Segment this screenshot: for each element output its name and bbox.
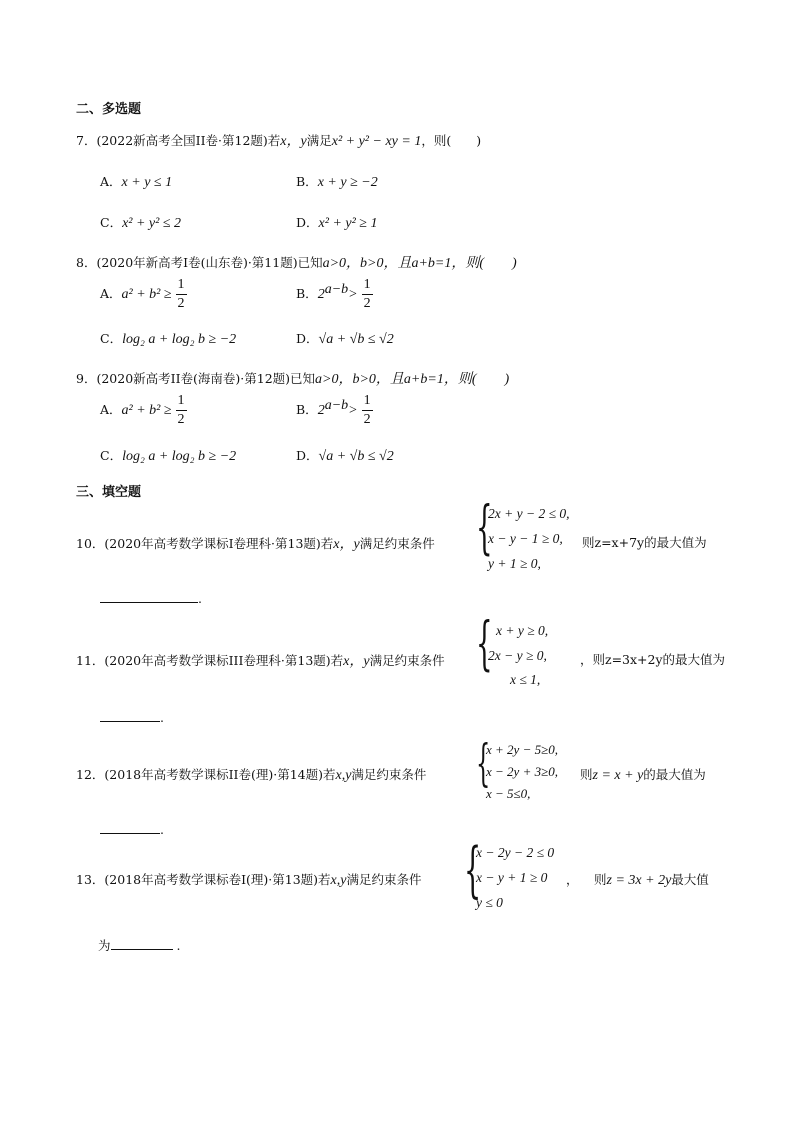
q7-option-b[interactable]: B．x + y ≥ −2: [296, 174, 378, 190]
q7-equation: x² + y² − xy = 1: [331, 134, 422, 149]
q13-constraint-3: y ≤ 0: [476, 895, 503, 910]
q10-constraint-3: y + 1 ≥ 0,: [488, 556, 541, 571]
q9-fraction: $\frac{1}{2}$: [177, 393, 185, 427]
q8-option-d[interactable]: D．√a + √b ≤ √2: [296, 331, 394, 347]
q8-option-a[interactable]: A．a² + b² ≥ $\frac{1}{2}$: [100, 277, 185, 311]
q12-answer-blank[interactable]: .: [100, 822, 164, 837]
section-heading-multi-choice: 二、多选题: [76, 102, 142, 117]
section-heading-fill-blank: 三、填空题: [76, 485, 142, 500]
q8-fraction-b: $\frac{1}{2}$: [363, 277, 371, 311]
q9-option-d[interactable]: D．√a + √b ≤ √2: [296, 448, 394, 464]
question-11-stem: 11．(2020年高考数学课标III卷理科·第13题)若x，y满足约束条件: [76, 653, 445, 669]
q8-fraction: $\frac{1}{2}$: [177, 277, 185, 311]
question-8-stem: 8．(2020年新高考I卷(山东卷)·第11题)已知a>0，b>0，且a+b=1，则( ): [76, 255, 517, 271]
q12-constraint-3: x − 5≤0,: [486, 786, 531, 801]
question-9-stem: 9．(2020新高考II卷(海南卷)·第12题)已知a>0，b>0，且a+b=1，则( ): [76, 371, 510, 387]
question-12-stem: 12．(2018年高考数学课标II卷(理)·第14题)若x,y满足约束条件: [76, 767, 427, 783]
q9-option-b[interactable]: B．$2^{a-b}>$ $\frac{1}{2}$: [296, 393, 371, 427]
q9-option-a[interactable]: A．a² + b² ≥ $\frac{1}{2}$: [100, 393, 185, 427]
q7-option-c[interactable]: C．x² + y² ≤ 2: [100, 215, 182, 231]
q8-option-c[interactable]: C．log₂ a + log₂ b ≥ −2: [100, 331, 237, 347]
q8-option-b[interactable]: B．$2^{a-b}>$ $\frac{1}{2}$: [296, 277, 371, 311]
q10-brace: {: [476, 493, 493, 561]
q11-constraint-1: x + y ≥ 0,: [496, 623, 549, 638]
q7-option-a[interactable]: A．x + y ≤ 1: [100, 174, 173, 190]
q13-brace: {: [464, 835, 482, 905]
q7-option-d[interactable]: D．x² + y² ≥ 1: [296, 215, 378, 231]
q10-answer-blank[interactable]: .: [100, 591, 202, 606]
q11-constraint-2: 2x − y ≥ 0,: [488, 648, 547, 663]
q13-tail: 则z = 3x + 2y最大值: [594, 872, 709, 888]
q10-constraint-1: 2x + y − 2 ≤ 0,: [488, 506, 570, 521]
q11-brace: {: [476, 609, 493, 677]
q11-answer-blank[interactable]: .: [100, 710, 164, 725]
question-7-stem: 7．(2022新高考全国II卷·第12题)若x，y满足x² + y² − xy = 1，则( ): [76, 133, 482, 149]
q13-constraint-2: x − y + 1 ≥ 0: [476, 870, 548, 885]
q10-constraint-2: x − y − 1 ≥ 0,: [488, 531, 563, 546]
q13-constraint-1: x − 2y − 2 ≤ 0: [476, 845, 555, 860]
q9-option-c[interactable]: C．log₂ a + log₂ b ≥ −2: [100, 448, 237, 464]
q10-tail: 则z=x+7y的最大值为: [582, 535, 707, 550]
q11-tail: ，则z=3x+2y的最大值为: [580, 652, 726, 667]
q12-constraint-1: x + 2y − 5≥0,: [486, 742, 558, 757]
q13-answer-blank[interactable]: 为 .: [98, 938, 181, 953]
q12-brace: {: [476, 734, 491, 792]
question-13-stem: 13．(2018年高考数学课标卷I(理)·第13题)若x,y满足约束条件: [76, 872, 422, 888]
q12-tail: 则z = x + y的最大值为: [580, 767, 706, 783]
q13-separator: ，: [566, 872, 579, 887]
q9-fraction-b: $\frac{1}{2}$: [363, 393, 371, 427]
q12-constraint-2: x − 2y + 3≥0,: [486, 764, 558, 779]
question-10-stem: 10．(2020年高考数学课标I卷理科·第13题)若x，y满足约束条件: [76, 536, 435, 552]
q11-constraint-3: x ≤ 1,: [510, 672, 541, 687]
